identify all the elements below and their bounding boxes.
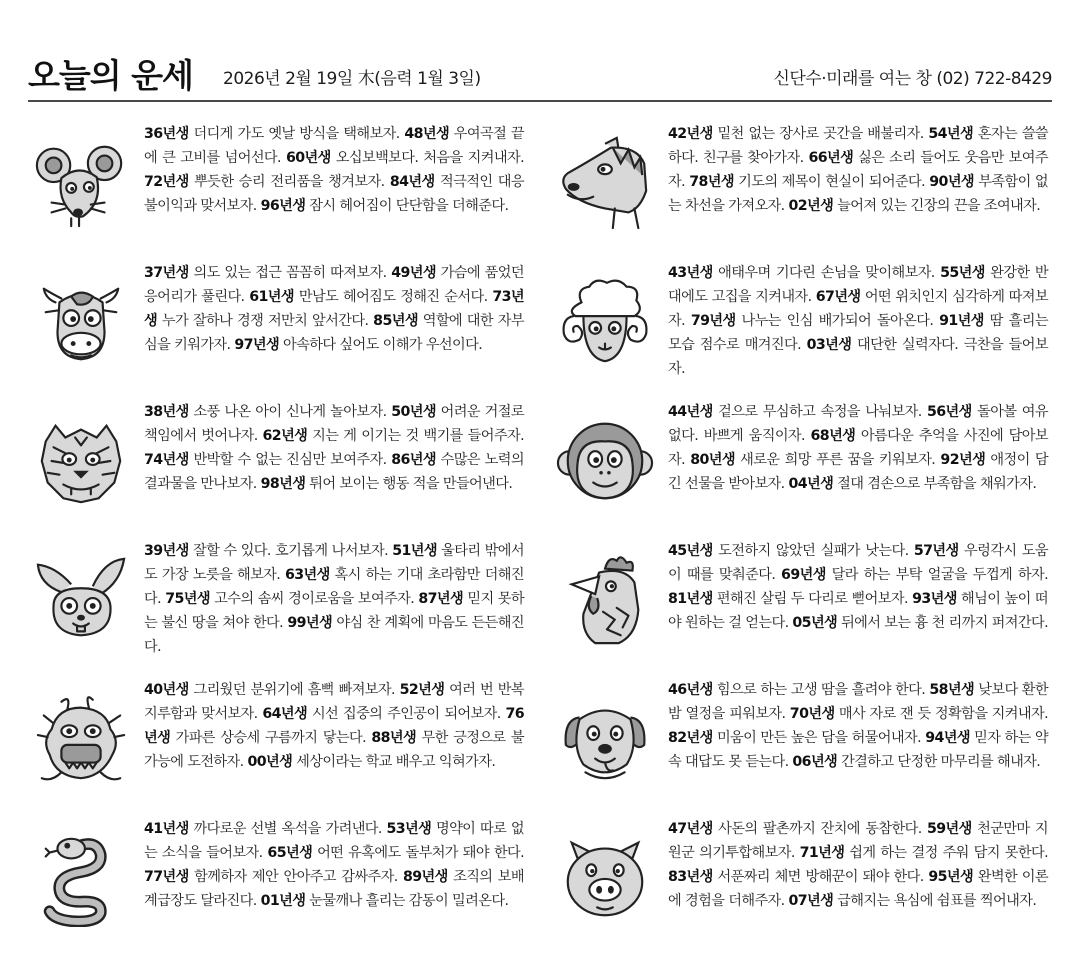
source-credit: 신단수·미래를 여는 창 (02) 722-8429 <box>773 69 1052 89</box>
fortune-sentence: 천군만마 지원군 의기투합해보자. <box>668 821 1048 861</box>
fortune-sentence: 서푼짜리 체면 방해꾼이 돼야 한다. <box>712 869 929 885</box>
fortune-sentence: 누가 잘하나 경쟁 저만치 앞서간다. <box>157 313 374 329</box>
fortune-sentence: 반박할 수 없는 진심만 보여주자. <box>188 452 392 468</box>
birth-year-label: 98년생 <box>260 476 306 492</box>
fortune-sentence: 아속하다 싶어도 이해가 우선이다. <box>279 337 483 353</box>
birth-year-label: 50년생 <box>391 404 436 420</box>
fortune-sentence: 아름다운 추억을 사진에 담아보자. <box>668 428 1049 468</box>
fortune-text <box>144 400 524 496</box>
fortune-sentence: 가슴에 품었던 응어리가 풀린다. <box>144 265 524 305</box>
birth-year-label: 65년생 <box>267 845 313 861</box>
birth-year-label: 02년생 <box>788 198 834 214</box>
fortune-sentence: 늘어져 있는 긴장의 끈을 조여내자. <box>833 198 1041 214</box>
monkey-icon <box>556 412 654 510</box>
fortune-sentence: 고수의 솜씨 경이로움을 보여주자. <box>209 591 419 607</box>
fortune-sentence: 야심 찬 계획에 마음도 든든해진다. <box>144 615 524 655</box>
birth-year-label: 04년생 <box>788 476 834 492</box>
fortune-sentence: 애태우며 기다린 손님을 맞이해보자. <box>712 265 941 281</box>
birth-year-label: 77년생 <box>144 869 189 885</box>
birth-year-label: 43년생 <box>668 265 713 281</box>
birth-year-label: 97년생 <box>234 337 280 353</box>
birth-year-label: 01년생 <box>260 893 306 909</box>
birth-year-label: 05년생 <box>792 615 838 631</box>
fortune-sentence: 싫은 소리 들어도 웃음만 보여주자. <box>668 150 1049 190</box>
fortune-entry <box>552 257 1080 396</box>
fortune-sentence: 튀어 보이는 행동 적을 만들어낸다. <box>305 476 513 492</box>
fortune-sentence: 낮보다 환한 밤 열정을 피워보자. <box>668 682 1048 722</box>
fortune-sentence: 적극적인 대응 불이익과 맞서보자. <box>144 174 525 214</box>
birth-year-label: 00년생 <box>247 754 293 770</box>
fortune-sentence: 겉으로 무심하고 속정을 나눠보자. <box>712 404 927 420</box>
fortune-sentence: 함께하자 제안 안아주고 감싸주자. <box>188 869 403 885</box>
fortune-entry <box>28 118 560 257</box>
birth-year-label: 44년생 <box>668 404 713 420</box>
fortune-sentence: 까다로운 선별 옥석을 가려낸다. <box>188 821 387 837</box>
birth-year-label: 86년생 <box>391 452 436 468</box>
birth-year-label: 95년생 <box>928 869 974 885</box>
birth-year-label: 06년생 <box>792 754 838 770</box>
fortune-sentence: 급해지는 욕심에 쉼표를 찍어내자. <box>833 893 1037 909</box>
birth-year-label: 68년생 <box>810 428 856 444</box>
birth-year-label: 46년생 <box>668 682 713 698</box>
birth-year-label: 36년생 <box>144 126 189 142</box>
birth-year-label: 48년생 <box>404 126 450 142</box>
fortune-sentence: 혼자는 쓸쓸하다. 친구를 찾아가자. <box>668 126 1048 166</box>
birth-year-label: 03년생 <box>806 337 852 353</box>
birth-year-label: 92년생 <box>940 452 986 468</box>
birth-year-label: 76년생 <box>144 706 525 746</box>
birth-year-label: 58년생 <box>929 682 975 698</box>
fortune-sentence: 새로운 희망 푸른 꿈을 키워보자. <box>734 452 941 468</box>
fortune-entry <box>552 813 1080 952</box>
birth-year-label: 42년생 <box>668 126 713 142</box>
fortune-sentence: 만남도 헤어짐도 정해진 순서다. <box>294 289 493 305</box>
fortune-sentence: 혹시 하는 기대 초라함만 더해진다. <box>144 567 524 607</box>
tiger-icon <box>32 412 130 510</box>
fortune-sentence: 믿지 못하는 불신 땅을 쳐야 한다. <box>144 591 524 631</box>
birth-year-label: 85년생 <box>373 313 418 329</box>
birth-year-label: 07년생 <box>788 893 834 909</box>
left-column <box>28 118 560 952</box>
fortune-sentence: 땀 흘리는 모습 점수로 매겨진다. <box>668 313 1048 353</box>
fortune-sentence: 완벽한 이론에 경험을 더해주자. <box>668 869 1048 909</box>
birth-year-label: 53년생 <box>386 821 432 837</box>
snake-icon <box>32 829 130 927</box>
fortune-sentence: 절대 겸손으로 부족함을 채워가자. <box>833 476 1037 492</box>
fortune-sentence: 잠시 헤어짐이 단단함을 더해준다. <box>305 198 509 214</box>
fortune-text <box>144 817 524 913</box>
fortune-sentence: 부족함이 없는 차선을 가져오자. <box>668 174 1048 214</box>
birth-year-label: 52년생 <box>399 682 445 698</box>
birth-year-label: 63년생 <box>284 567 330 583</box>
right-column <box>552 118 1080 952</box>
fortune-sentence: 미움이 만든 높은 담을 허물어내자. <box>712 730 926 746</box>
fortune-text <box>668 817 1048 913</box>
pig-icon <box>556 829 654 927</box>
birth-year-label: 72년생 <box>144 174 189 190</box>
birth-year-label: 40년생 <box>144 682 189 698</box>
birth-year-label: 37년생 <box>144 265 189 281</box>
fortune-sentence: 해님이 높이 떠야 원하는 걸 얻는다. <box>668 591 1048 631</box>
fortune-text <box>144 261 524 357</box>
birth-year-label: 45년생 <box>668 543 713 559</box>
birth-year-label: 55년생 <box>940 265 985 281</box>
birth-year-label: 78년생 <box>689 174 734 190</box>
birth-year-label: 51년생 <box>392 543 437 559</box>
horse-icon <box>556 134 654 232</box>
birth-year-label: 82년생 <box>668 730 713 746</box>
fortune-sentence: 돌아볼 여유 없다. 바쁘게 움직이자. <box>668 404 1048 444</box>
fortune-sentence: 애정이 담긴 선물을 받아보자. <box>668 452 1048 492</box>
birth-year-label: 60년생 <box>285 150 331 166</box>
dog-icon <box>556 690 654 788</box>
fortune-sentence: 밑천 없는 장사로 곳간을 배불리자. <box>712 126 929 142</box>
birth-year-label: 75년생 <box>165 591 210 607</box>
fortune-sentence: 매사 자로 잰 듯 정확함을 지켜내자. <box>834 706 1049 722</box>
rat-icon <box>32 134 130 232</box>
birth-year-label: 73년생 <box>144 289 525 329</box>
fortune-entry <box>552 535 1080 674</box>
birth-year-label: 99년생 <box>287 615 333 631</box>
birth-year-label: 64년생 <box>262 706 308 722</box>
fortune-entry <box>28 535 560 674</box>
fortune-text <box>668 539 1048 635</box>
fortune-sentence: 간결하고 단정한 마무리를 해내자. <box>837 754 1041 770</box>
fortune-entry <box>552 118 1080 257</box>
fortune-entry <box>28 396 560 535</box>
fortune-sentence: 조직의 보배 계급장도 달라진다. <box>144 869 524 909</box>
fortune-sentence: 기도의 제목이 현실이 되어준다. <box>733 174 930 190</box>
fortune-entry <box>28 257 560 396</box>
birth-year-label: 59년생 <box>926 821 972 837</box>
fortune-sentence: 세상이라는 학교 배우고 익혀가자. <box>292 754 496 770</box>
birth-year-label: 56년생 <box>926 404 972 420</box>
fortune-sentence: 우렁각시 도움이 때를 맞춰준다. <box>668 543 1049 583</box>
fortune-sentence: 더디게 가도 옛날 방식을 택해보자. <box>188 126 405 142</box>
fortune-sentence: 역할에 대한 자부심을 키워가자. <box>144 313 525 353</box>
fortune-sentence: 쉽게 하는 결정 주워 담지 못한다. <box>844 845 1048 861</box>
fortune-sentence: 소풍 나온 아이 신나게 놀아보자. <box>188 404 392 420</box>
birth-year-label: 91년생 <box>939 313 984 329</box>
fortune-sentence: 어려운 거절로 책임에서 벗어나자. <box>144 404 524 444</box>
fortune-text <box>144 678 524 774</box>
birth-year-label: 47년생 <box>668 821 713 837</box>
fortune-sentence: 명약이 따로 없는 소식을 들어보자. <box>144 821 524 861</box>
birth-year-label: 88년생 <box>371 730 417 746</box>
fortune-sentence: 달라 하는 부탁 얼굴을 두껍게 하자. <box>825 567 1048 583</box>
birth-year-label: 83년생 <box>668 869 713 885</box>
fortune-text <box>668 261 1048 381</box>
fortune-sentence: 가파른 상승세 구름까지 닿는다. <box>170 730 372 746</box>
birth-year-label: 41년생 <box>144 821 189 837</box>
fortune-text <box>144 122 524 218</box>
fortune-entry <box>28 813 560 952</box>
birth-year-label: 90년생 <box>929 174 975 190</box>
birth-year-label: 74년생 <box>144 452 189 468</box>
birth-year-label: 93년생 <box>912 591 957 607</box>
fortune-sentence: 여러 번 반복 지루함과 맞서보자. <box>144 682 524 722</box>
birth-year-label: 69년생 <box>781 567 826 583</box>
birth-year-label: 61년생 <box>249 289 295 305</box>
birth-year-label: 39년생 <box>144 543 189 559</box>
fortune-sentence: 잘할 수 있다. 호기롭게 나서보자. <box>188 543 393 559</box>
birth-year-label: 62년생 <box>262 428 308 444</box>
fortune-entry <box>28 674 560 813</box>
fortune-text <box>668 122 1048 218</box>
birth-year-label: 66년생 <box>808 150 854 166</box>
fortune-sentence: 지는 게 이기는 것 백기를 들어주자. <box>307 428 524 444</box>
birth-year-label: 38년생 <box>144 404 189 420</box>
page-title: 오늘의 운세 <box>28 56 193 95</box>
rooster-icon <box>556 551 654 649</box>
dragon-icon <box>32 690 130 788</box>
birth-year-label: 71년생 <box>799 845 845 861</box>
birth-year-label: 57년생 <box>913 543 959 559</box>
rabbit-icon <box>32 551 130 649</box>
birth-year-label: 67년생 <box>815 289 861 305</box>
page-date: 2026년 2월 19일 木(음력 1월 3일) <box>223 69 481 89</box>
fortune-text <box>144 539 524 659</box>
fortune-sentence: 힘으로 하는 고생 땀을 흘려야 한다. <box>712 682 930 698</box>
fortune-sentence: 뒤에서 보는 흉 천 리까지 퍼져간다. <box>837 615 1049 631</box>
fortune-sentence: 어떤 유혹에도 돌부처가 돼야 한다. <box>312 845 525 861</box>
birth-year-label: 54년생 <box>928 126 974 142</box>
fortune-sentence: 어떤 위치인지 심각하게 따져보자. <box>668 289 1048 329</box>
fortune-sentence: 믿자 하는 약속 대답도 못 듣는다. <box>668 730 1048 770</box>
fortune-sentence: 도전하지 않았던 실패가 낫는다. <box>712 543 914 559</box>
birth-year-label: 94년생 <box>925 730 970 746</box>
fortune-sentence: 시선 집중의 주인공이 되어보자. <box>307 706 506 722</box>
fortune-sentence: 울타리 밖에서도 가장 노릇을 해보자. <box>144 543 524 583</box>
fortune-sentence: 그리웠던 분위기에 흠뻑 빠져보자. <box>188 682 400 698</box>
birth-year-label: 96년생 <box>260 198 306 214</box>
birth-year-label: 87년생 <box>418 591 464 607</box>
fortune-sentence: 오십보백보다. 처음을 지켜내자. <box>330 150 524 166</box>
fortune-text <box>668 678 1048 774</box>
birth-year-label: 49년생 <box>391 265 436 281</box>
fortune-sentence: 눈물깨나 흘리는 감동이 밀려온다. <box>305 893 509 909</box>
fortune-text <box>668 400 1048 496</box>
fortune-sentence: 수많은 노력의 결과물을 만나보자. <box>144 452 524 492</box>
birth-year-label: 84년생 <box>389 174 435 190</box>
birth-year-label: 81년생 <box>668 591 713 607</box>
birth-year-label: 79년생 <box>690 313 736 329</box>
birth-year-label: 80년생 <box>690 452 735 468</box>
fortune-sentence: 사돈의 팔촌까지 잔치에 동참한다. <box>712 821 927 837</box>
birth-year-label: 89년생 <box>402 869 448 885</box>
ox-icon <box>32 273 130 371</box>
fortune-sentence: 나누는 인심 배가되어 돌아온다. <box>735 313 940 329</box>
fortune-sentence: 편해진 살림 두 다리로 뻗어보자. <box>712 591 913 607</box>
birth-year-label: 70년생 <box>789 706 835 722</box>
sheep-icon <box>556 273 654 371</box>
fortune-sentence: 의도 있는 접근 꼼꼼히 따져보자. <box>188 265 392 281</box>
fortune-entry <box>552 396 1080 535</box>
fortune-sentence: 우여곡절 끝에 큰 고비를 넘어선다. <box>144 126 524 166</box>
fortune-sentence: 무한 긍정으로 불가능에 도전하자. <box>144 730 525 770</box>
page-header <box>28 50 1052 102</box>
fortune-sentence: 대단한 실력자다. 극찬을 들어보자. <box>668 337 1048 377</box>
fortune-sentence: 완강한 반대에도 고집을 지켜내자. <box>668 265 1048 305</box>
fortune-sentence: 뿌듯한 승리 전리품을 챙겨보자. <box>188 174 390 190</box>
fortune-entry <box>552 674 1080 813</box>
